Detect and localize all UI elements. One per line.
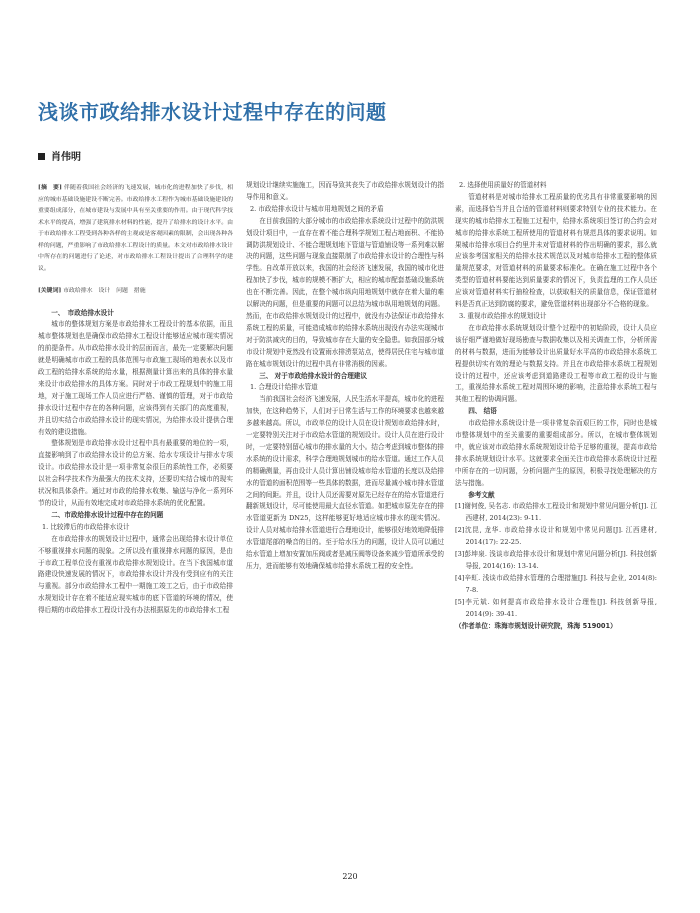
square-bullet-icon — [38, 153, 45, 160]
section-heading: 一、 市政给排水设计 — [51, 308, 114, 317]
keywords-text: 市政给排水 设计 问题 措施 — [63, 288, 146, 294]
author-line — [38, 148, 81, 163]
abstract-tag: [摘 要] — [38, 184, 62, 191]
reference-item: [1]谢何俊, 吴名志. 市政给排水工程设计和规划中常见问题分析[J]. 江西建材, 2014(23): 9-11. — [455, 502, 657, 523]
paragraph: 在市政给排水的规划设计过程中，通常会出现给排水设计单位不够重视排水问题的现象。之所以没有重视排水问题的原因，是由于市政工程单位没有重视市政给排水规划设计。在当下我国城市道路建设快速发展的情况下，市政给排水设计并没有受到应有的关注与重视。部分市政给排水工程中一期施工竣工之后，由于市政给排水规划设计存在着不能适应现实城市的底下管道的环境的情况，使得后期的市政给排水工程设计没有办法根据原先的市政给排水工程 — [38, 534, 233, 615]
paragraph: 整体规划是市政给排水设计过程中具有最重要的地位的一项，直接影响到了市政给排水设计的总方案、给水专项设计与排水专项设计。市政给排水设计是一项非常复杂很巨的系统性工作，必须要以社会科学技术作为最强大的技术支持，还要切实结合城市的现实状况和具体条件。通过对市政的给排水收集、输送与净化一系列环节的设计，从而有效地完成对市政给排水系统的优化配置。 — [38, 439, 233, 507]
paragraph: 在目前我国的大部分城市的市政给排水系统设计过程中的防洪规划设计项目中，一直存在着不能合理科学规划工程占地面积、不能协调防洪规划设计、不能合理规划地下管道与管道铺设等一系列难以解决的问题，这些问题与现象直接限制了市政给排水设计的合理性与科学性。自改革开放以来，我国的社会经济飞速发展，我国的城市化进程加快了步伐，城市的规模不断扩大，相应的城市配套基础设施系统也在不断完善。因此，在整个城市纵向用地规划中就存在着大量的难以解决的问题，但是重要的问题可以总结为城市纵用地规划的问题。然而，在市政给排水规划设计的过程中，就没有办法保证市政给排水系统工程的质量，可能造成城市的给排水系统出现没有办法实现城市对于防洪减灾的目的，导致城市存在大量的安全隐患。如我国部分城市设计规划中竟然没有设置雨水排涝泵站点，使得居民住宅与城市道路在城市规划设计的过程中具有非常消极的因素。 — [246, 216, 444, 368]
author-affiliation: （作者单位：珠海市规划设计研究院，珠海 519001） — [455, 621, 617, 630]
abstract-text: 伴随着我国社会经济的飞速发展，城市化的进程加快了步伐，相应的城市基础设施建设不断完善。市政给排水工程作为城市基础设施建设的重要组成部分，在城市建设与发展中具有至关重要的作用。由于现代科学技术水平的提高，增强了建筑排水材料的性能，提升了给排水的设计水平。由于市政给排水工程受到各种各样的主观或是客观因素的限制，会出现各种各样的问题，严重影响了市政给排水工程设计的质量。本文对市政给排水设计中所存在的问题进行了论述，对市政给排水工程设计提出了合理科学的建议。 — [38, 185, 233, 272]
paragraph-continued: 规划设计继续实施施工，因而导致其丧失了市政给排水规划设计的指导作用和意义。 — [246, 181, 444, 201]
paragraph: 市政给排水系统设计是一项非常复杂而艰巨的工作，同时也是城市整体规划中的至关重要的重要组成部分。所以，在城市整体规划中，就应该对市政给排水系统规划设计给予足够的重视，提高市政给排水系统规划设计水平。这就要求全面关注市政给排水系统设计过程中所存在的一切问题，分析问题产生的原因，积极寻找处理解决的方法与措施。 — [455, 419, 657, 487]
column-2 — [246, 180, 444, 870]
reference-item: [4]辛虹. 浅谈市政给排水管理的合理措施[J]. 科技与企业, 2014(8): 7-8. — [455, 573, 657, 594]
article-title: 浅谈市政给排水设计过程中存在的问题 — [38, 100, 387, 124]
subsection-heading: 2. 市政给排水设计与城市用地规划之间的矛盾 — [249, 204, 384, 213]
subsection-heading: 2. 选择使用质量好的管道材料 — [458, 181, 547, 189]
subsection-heading: 1. 合理设计给排水管道 — [249, 383, 318, 392]
reference-item: [2]沈昆, 龙华. 市政给排水设计和规划中常见问题[J]. 江西建材, 2014(17): 22-25. — [455, 526, 657, 547]
column-1 — [38, 182, 233, 872]
paragraph: 当前我国社会经济飞速发展，人民生活水平提高，城市化的进程加快，在这种趋势下，人们对于日常生活与工作的环境要求也越来越多越来越高。所以，市政单位的设计人员在设计规划市政给排水时，一定要特别关注对于市政给水管道的规划设计。设计人员在进行设计时，一定要特别留心城市的排水量的大小。结合考虑到城市整体的排水系统的设计需求，科学合理地规划城市的给水管道。通过工作人员的精确测量，再由设计人员计算出铺设城市给水管道的长度以及给排水的管道的面积范围等一些具体的数据，进而尽量减小城市排水管道之间的间距。并且，设计人员还需要对原先已经存在的给水管道进行翻新规划设计，尽可能使用最大直径水管道。如把城市原先存在的排水管道更新为 DN25，这样能够更好地适应城市排水的现实情况。设计人员对城市给排水管道进行合理地设计，能够很好地效地降低排水管道尾部的噪音的目的。至于给水压力的问题，设计人员可以通过给水管道上增加安置加压阀或者是减压阀等设备来减少管道所承受的压力，进而能够有效地确保城市给排水系统工程的安全性。 — [246, 395, 444, 570]
subsection-heading: 1. 比较滞后的市政给排水设计 — [41, 522, 130, 531]
reference-item: [3]彭坤泉. 浅谈市政给排水设计和规划中常见问题分析[J]. 科技创新导报, 2014(16): 13-14. — [455, 550, 657, 570]
column-3-body — [455, 180, 657, 632]
column-3 — [455, 180, 657, 870]
section-heading: 四、 结语 — [468, 407, 497, 416]
paragraph: 管道材料是对城市给排水工程质量的优劣具有非常重要影响的因素，而选择恰当并且合适的管道材料则要求特别专业的技术能力。在现实的城市给排水工程施工过程中，给排水系统项目签订的合约会对城市的给排水系统工程所使用的管道材料有规范具体的要求说明。如果城市给排水项目合约里并未对管道材料的作出明确的要求，那么就应该参考国家相关的给排水技术规范以及对城市给排水工程的整体质量规范要求，对管道材料的质量要求标准化。在确在施工过程中各个类型的管道材料要能达到质量要求的情况下，负责监理的工作人员还应该对管道材料实行抽检检查，以获取相关的质量信息，保证管道材料是否真正达到防腐的要求，避免管道材料出现部分不合格的现象。 — [455, 192, 657, 309]
section-heading: 参考文献 — [468, 490, 495, 499]
section-heading: 三、 对于市政给排水设计的合理建议 — [259, 371, 367, 380]
column-2-body — [246, 180, 444, 573]
reference-item: [5]李元斌. 如何提高市政给排水设计合理性[J]. 科技创新导报, 2014(9): 39-41. — [455, 597, 657, 618]
keywords — [38, 285, 233, 298]
paragraph: 在市政给排水系统规划设计整个过程中的初始阶段，设计人员应该仔细严谨地做好现场勘查与数据收集以及相关调查工作，分析所需的材料与数据，进而为能够设计出质量好水平高的市政给排水系统工程提供切实有效的理论与数据支持。并且在市政给排水系统工程规划设计的过程中，还应该考虑到道路建设工程等市政工程的设计与施工，重视给排水系统工程对周围环境的影响，注意给排水系统工程与其他工程的协调问题。 — [455, 323, 657, 404]
section-heading: 二、市政给排水设计过程中存在的问题 — [51, 510, 164, 519]
author-name: 肖伟明 — [51, 152, 81, 163]
page-number: 220 — [342, 872, 358, 881]
keywords-tag: [关键词] — [38, 287, 62, 294]
column-1-body — [38, 308, 233, 618]
paragraph: 城市的整体规划方案是市政给排水工程设计的基本依据，而且城市整体规划也是确保市政给排水工程设计能够适应城市现实情况的前提条件。从市政给排水设计的层面而言，最先一定要解决问题就是明确城市市政工程的具体范围与市政施工现场的地表水以及市政工程的给排水系统的给水量，根据测量计算出来的具体的排水量来设计市政给排水的具体方案。同时对于市政工程规划中的施工用地，对于施工现场工作人员应进行严格、谨慎的管理，对于市政给排水设计过程中存在的各种问题，应该得到有关部门的高度重视，并且切实结合市政给排水设计的现实情况，为给排水设计提供合理有效的建设措施。 — [38, 320, 233, 436]
subsection-heading: 3. 重视市政给排水的规划设计 — [458, 311, 547, 320]
abstract — [38, 182, 233, 275]
